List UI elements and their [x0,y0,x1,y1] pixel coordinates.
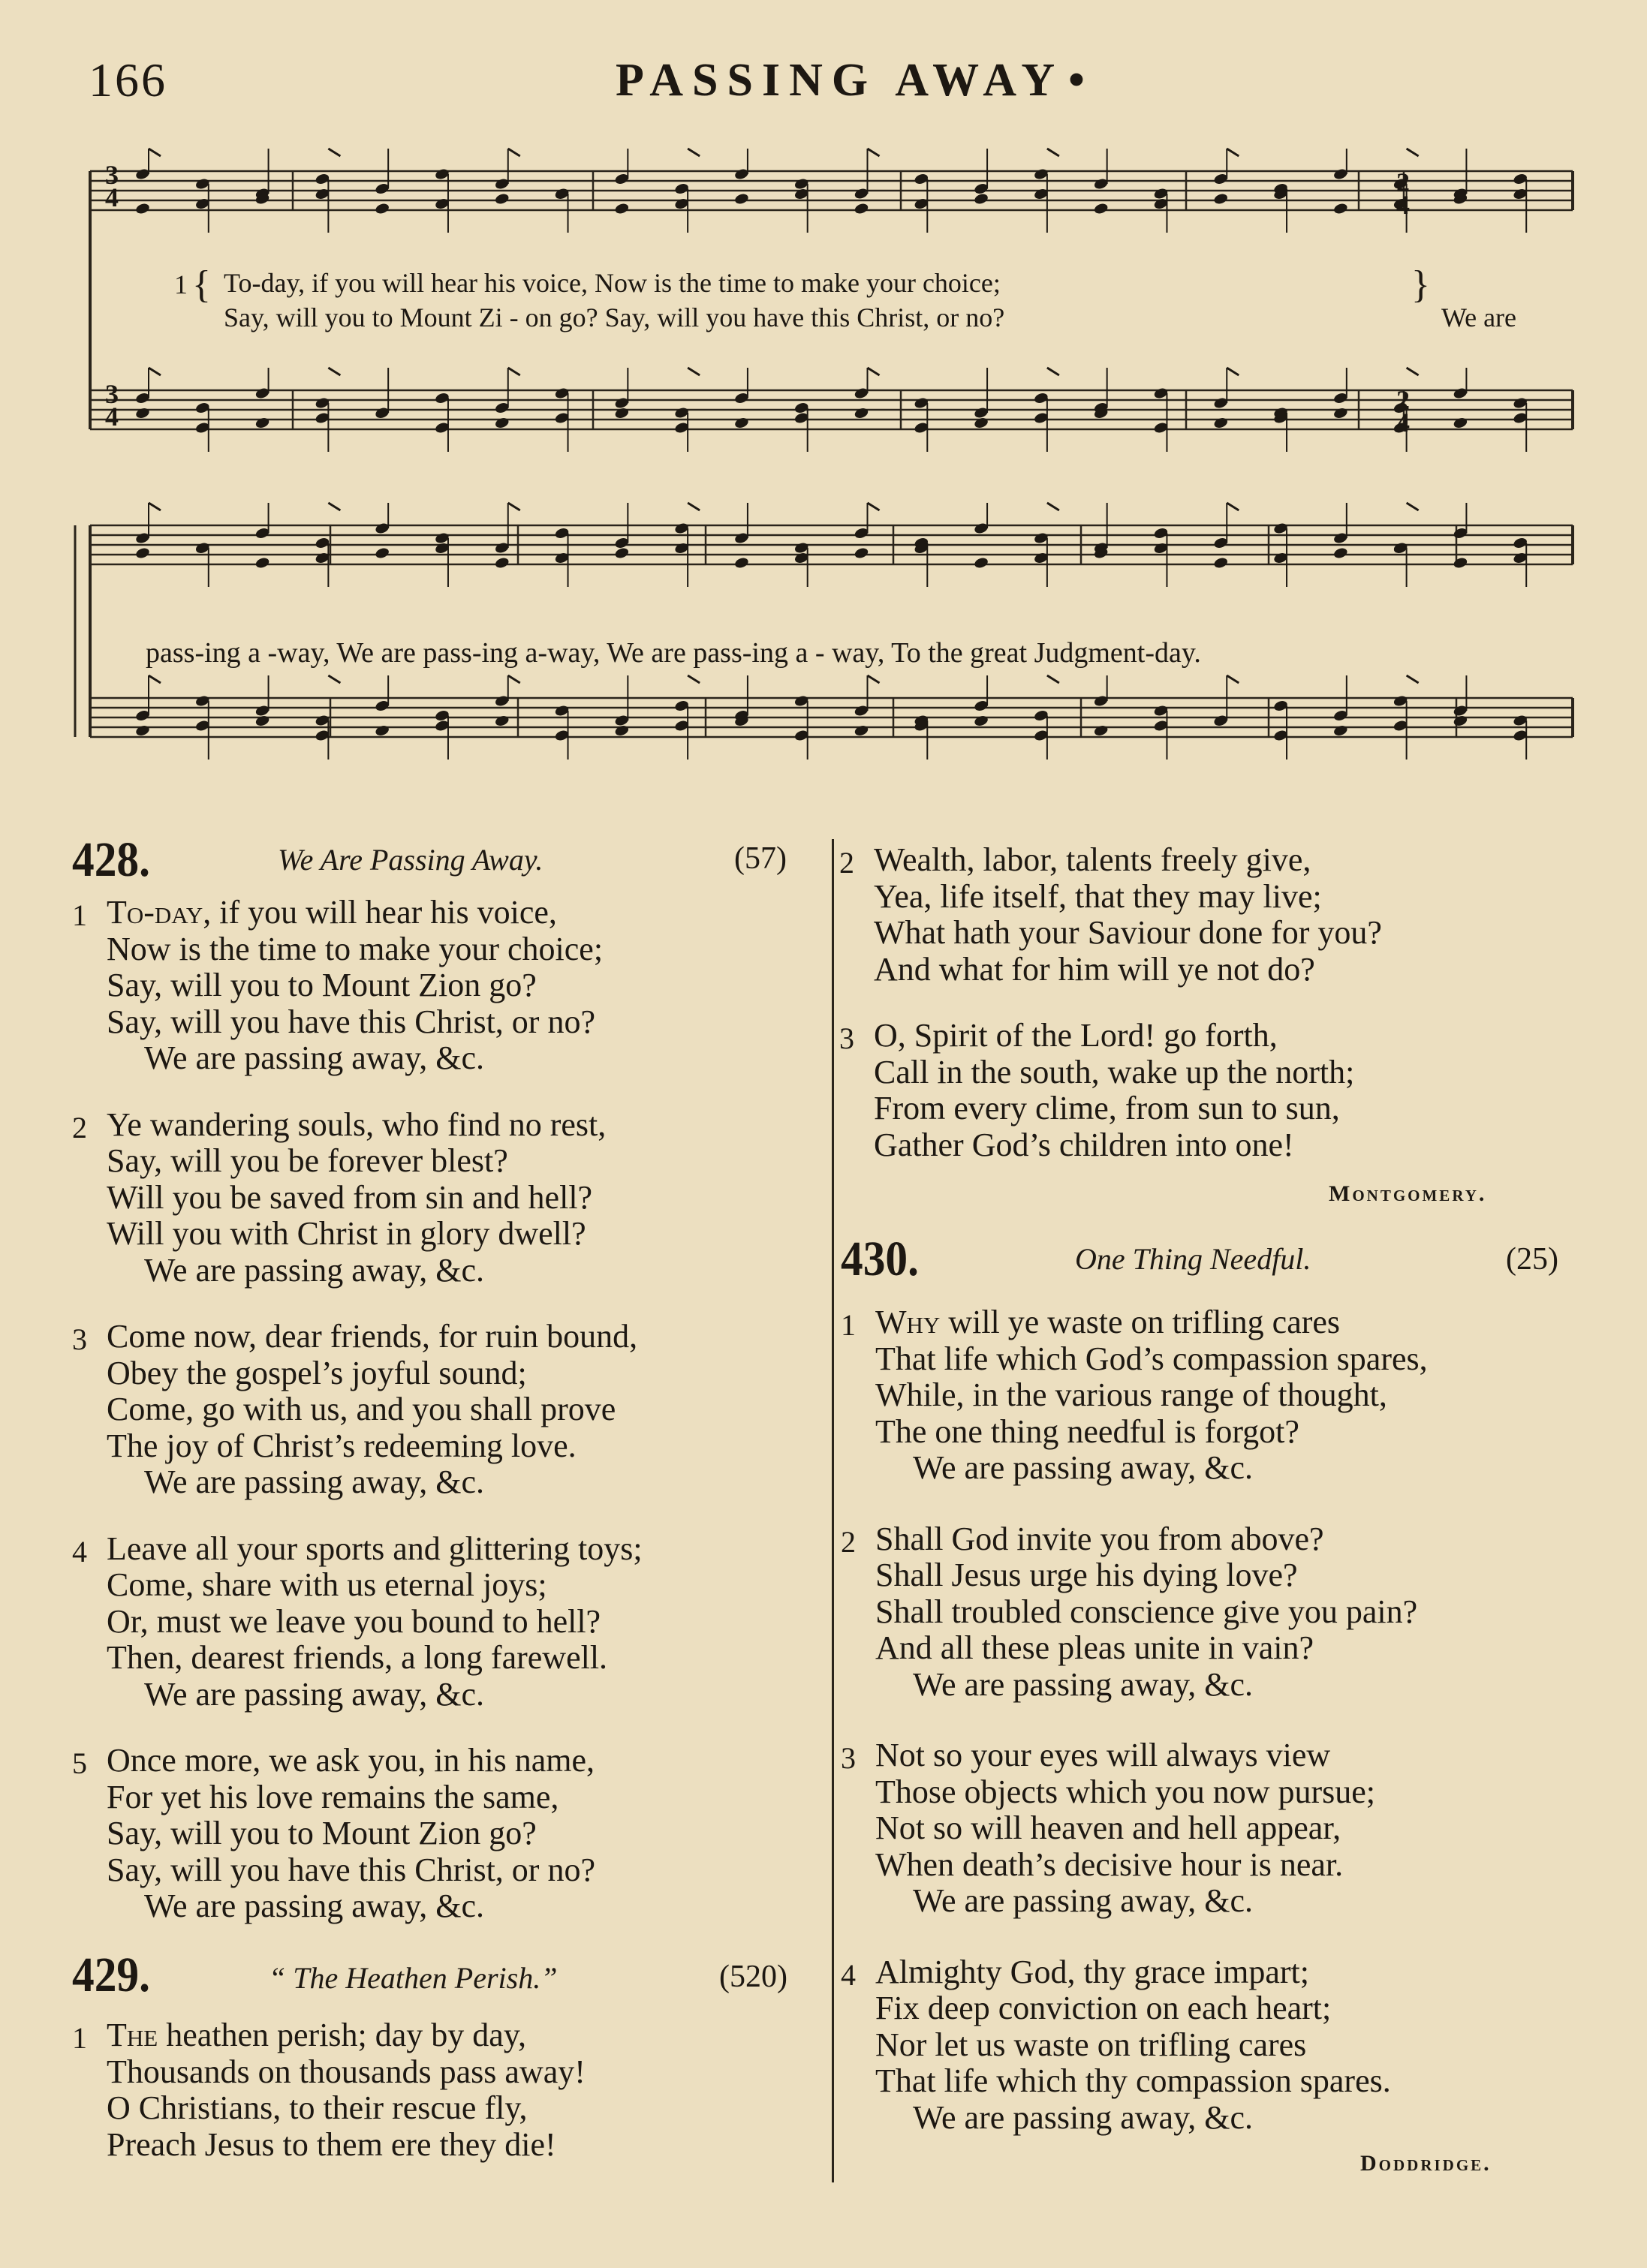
note-flag [1047,368,1059,375]
verse-number: 2 [839,846,854,880]
note-head [974,192,989,205]
note-head [375,724,390,737]
time-signature-change-bass: 2 4 [1396,385,1410,438]
hymn-number: 428. [72,832,150,887]
note-flag [149,149,161,156]
verse-line: Obey the gospel’s joyful sound; [107,1354,527,1391]
time-signature-treble: 3 4 [105,160,119,212]
running-title-text: PASSING AWAY [616,55,1064,106]
verse-number: 4 [72,1534,87,1569]
brace-left: { [192,263,211,306]
note-flag [688,368,700,375]
verse-line: Say, will you be forever blest? [107,1142,508,1179]
note-head [974,714,989,727]
note-head [375,202,390,215]
note-head [854,407,869,420]
verse-line: Those objects which you now pursue; [875,1773,1375,1810]
running-title [616,54,1094,107]
note-head [1332,407,1348,420]
note-head [254,714,270,727]
verse-line: Preach Jesus to them ere they die! [107,2125,556,2163]
verse-first-word: To-day, [107,894,212,931]
hymn-number: 429. [72,1948,150,2002]
verse-refrain-line: We are passing away, &c. [913,1449,1253,1486]
music-score [68,135,1591,796]
verse-line: From every clime, from sun to sun, [874,1090,1340,1126]
verse-refrain-line: We are passing away, &c. [913,1665,1253,1703]
lyrics-line-1: To-day, if you will hear his voice, Now is the time to make your choice; [224,268,1001,298]
verse-line: Ye wandering souls, who find no rest, [107,1105,607,1143]
verse-line: The joy of Christ’s redeeming love. [107,1427,577,1464]
verse-line: Shall troubled conscience give you pain? [875,1593,1418,1630]
note-flag [868,149,880,156]
verse-refrain-line: We are passing away, &c. [144,1887,484,1924]
note-flag [688,503,700,510]
verse-line: Say, will you have this Christ, or no? [107,1003,595,1040]
verse-number: 3 [841,1741,856,1775]
verse-line: Almighty God, thy grace impart; [875,1953,1309,1990]
verse-line: Why will ye waste on trifling cares [875,1304,1341,1340]
lyrics-line-2-tail: We are [1441,302,1517,332]
note-head [1213,192,1229,205]
page-number: 166 [89,53,167,107]
time-signature-change-treble: 2 4 [1396,167,1410,220]
verse-first-word: The [107,2017,158,2053]
staff-notation [68,135,1591,796]
verse-line: Leave all your sports and glittering toys; [107,1530,643,1567]
verse-line: Not so your eyes will always view [875,1737,1331,1773]
verse-refrain-line: We are passing away, &c. [913,2098,1253,2136]
note-head [854,546,869,559]
verse-line: That life which thy compassion spares. [875,2062,1391,2099]
note-head [1093,202,1109,215]
verse-line: Wealth, labor, talents freely give, [874,841,1311,878]
note-flag [688,149,700,156]
note-head [1332,724,1348,737]
verse-number: 1 [72,2021,87,2055]
verse-line: The heathen perish; day by day, [107,2017,526,2053]
verse-number: 5 [72,1746,87,1780]
verse-line: Shall God invite you from above? [875,1520,1324,1557]
verse-line: Say, will you to Mount Zion go? [107,967,537,1003]
hymn-title: We Are Passing Away. [278,843,543,877]
verse-line: To-day, if you will hear his voice, [107,894,557,931]
note-flag [508,368,520,375]
note-head [614,724,630,737]
note-head [614,202,630,215]
verse-line: Call in the south, wake up the north; [874,1053,1355,1090]
verse-refrain-line: We are passing away, &c. [913,1882,1253,1919]
verse-label: 1 [174,269,188,299]
hymn-429-author: Montgomery. [1329,1181,1487,1206]
verse-line: Shall Jesus urge his dying love? [875,1557,1298,1593]
note-flag [1227,149,1239,156]
verse-line: Say, will you to Mount Zion go? [107,1815,537,1851]
hymn-meter: (57) [734,841,787,876]
verse-line: Come now, dear friends, for ruin bound, [107,1318,638,1355]
verse-number: 2 [841,1524,856,1559]
note-head [134,546,150,559]
verse-line: O, Spirit of the Lord! go forth, [874,1017,1278,1054]
note-flag [149,503,161,510]
note-head [614,546,630,559]
verse-line: Nor let us waste on trifling cares [875,2026,1307,2063]
hymn-title: “ The Heathen Perish.” [269,1961,558,1995]
verse-line: Once more, we ask you, in his name, [107,1742,595,1779]
verse-line: Say, will you have this Christ, or no? [107,1851,595,1888]
note-head [854,202,869,215]
note-head [1332,546,1348,559]
note-head [1332,202,1348,215]
note-head [733,192,749,205]
note-head [375,546,390,559]
note-flag [508,675,520,683]
note-head [733,417,749,429]
hymn-meter: (25) [1506,1242,1558,1277]
note-flag [1047,149,1059,156]
note-flag [508,149,520,156]
verse-number: 1 [841,1308,856,1342]
verse-line: Will you be saved from sin and hell? [107,1178,593,1216]
note-head [254,556,270,569]
note-head [134,202,150,215]
note-flag [688,675,700,683]
note-flag [868,503,880,510]
hymn-number: 430. [841,1232,919,1286]
lyrics-line-2: Say, will you to Mount Zi - on go? Say, will you have this Christ, or no? [224,302,1005,332]
verse-line: Now is the time to make your choice; [107,930,604,967]
refrain-lyrics: pass-ing a -way, We are pass-ing a-way, We are pass-ing a - way, To the great Judgment-day. [146,637,1201,669]
verse-line: What hath your Saviour done for you? [874,914,1382,951]
verse-line: Or, must we leave you bound to hell? [107,1602,601,1640]
note-head [1213,417,1229,429]
verse-first-word: Why [875,1304,941,1340]
verse-line: That life which God’s compassion spares, [875,1340,1428,1377]
note-head [494,714,510,727]
note-flag [1227,503,1239,510]
note-head [614,407,630,420]
column-divider [832,839,834,2182]
note-flag [868,675,880,683]
time-signature-bass: 3 4 [105,379,119,432]
note-head [134,724,150,737]
note-flag [328,368,340,375]
note-head [733,556,749,569]
note-flag [1407,149,1419,156]
note-flag [149,368,161,375]
verse-line: The one thing needful is forgot? [875,1412,1299,1450]
verse-line: Not so will heaven and hell appear, [875,1809,1341,1846]
hymn-title: One Thing Needful. [1075,1242,1311,1276]
verse-line: Yea, life itself, that they may live; [874,877,1322,915]
note-flag [1407,368,1419,375]
note-flag [868,368,880,375]
verse-refrain-line: We are passing away, &c. [144,1675,484,1713]
verse-refrain-line: We are passing away, &c. [144,1463,484,1500]
note-head [854,724,869,737]
note-flag [1227,368,1239,375]
note-head [974,556,989,569]
verse-number: 4 [841,1957,856,1992]
verse-line: And what for him will ye not do? [874,950,1315,988]
verse-number: 3 [839,1021,854,1055]
verse-line: Gather God’s children into one! [874,1126,1294,1163]
note-flag [328,149,340,156]
note-head [1453,714,1468,727]
note-head [1093,724,1109,737]
note-head [494,192,510,205]
note-flag [1047,503,1059,510]
verse-line: Will you with Christ in glory dwell? [107,1215,586,1252]
note-flag [1047,675,1059,683]
note-flag [1407,503,1419,510]
verse-line: Thousands on thousands pass away! [107,2053,586,2090]
note-flag [1407,675,1419,683]
note-flag [149,675,161,683]
note-flag [328,675,340,683]
verse-line: And all these pleas unite in vain? [875,1629,1314,1666]
note-head [494,417,510,429]
verse-line: O Christians, to their rescue fly, [107,2089,528,2126]
note-flag [508,503,520,510]
note-head [134,407,150,420]
verse-refrain-line: We are passing away, &c. [144,1251,484,1289]
verse-line: Come, go with us, and you shall prove [107,1391,616,1427]
note-head [1453,417,1468,429]
brace-right: } [1411,263,1430,306]
verse-number: 3 [72,1322,87,1356]
hymn-meter: (520) [719,1960,787,1994]
hymn-430-author: Doddridge. [1360,2151,1492,2176]
verse-line: While, in the various range of thought, [875,1376,1387,1413]
title-ornament: • [1068,55,1094,106]
verse-line: Fix deep conviction on each heart; [875,1990,1332,2026]
verse-refrain-line: We are passing away, &c. [144,1039,484,1076]
verse-line: When death’s decisive hour is near. [875,1845,1344,1883]
verse-line: Come, share with us eternal joys; [107,1566,547,1603]
verse-line: Then, dearest friends, a long farewell. [107,1639,608,1676]
note-flag [328,503,340,510]
verse-number: 1 [72,898,87,932]
note-head [494,556,510,569]
note-head [1453,556,1468,569]
verse-number: 2 [72,1110,87,1145]
note-head [974,417,989,429]
note-flag [1227,675,1239,683]
verse-line: For yet his love remains the same, [107,1778,559,1815]
note-head [1213,556,1229,569]
note-head [254,417,270,429]
